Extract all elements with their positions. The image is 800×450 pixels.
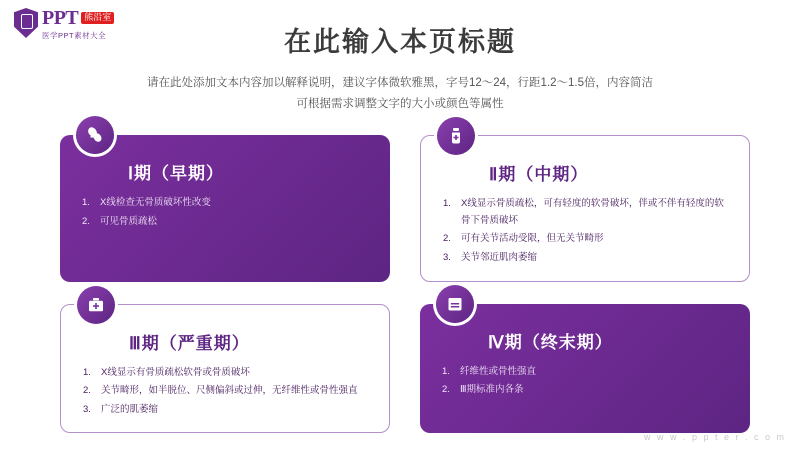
shield-icon xyxy=(14,8,38,38)
list-item: 1. X线检查无骨质破坏性改变 xyxy=(82,197,211,208)
list-item: 2. Ⅲ期标准内各条 xyxy=(442,384,524,396)
stage-card-3[interactable] xyxy=(60,304,390,434)
stage-card-2-list xyxy=(443,196,733,267)
list-item: 1. X线显示有骨质疏松软骨或骨质破坏 xyxy=(83,366,250,378)
stage-card-2-title: Ⅱ期（中期） xyxy=(489,165,589,184)
stage-card-4-list xyxy=(442,364,734,399)
page-subtitle xyxy=(0,73,800,116)
subtitle-line-1: 请在此处添加文本内容加以解释说明，建议字体微软雅黑，字号12～24，行距1.2～1.5倍，内容简洁 xyxy=(146,77,654,89)
list-item: 2. 可有关节活动受限，但无关节畸形 xyxy=(443,233,604,245)
logo-main-text: PPT xyxy=(42,7,79,29)
bottle-icon xyxy=(437,117,475,155)
list-item: 2. 可见骨质疏松 xyxy=(82,215,158,227)
subtitle-line-2: 可根据需求调整文字的大小或颜色等属性 xyxy=(296,98,504,111)
firstaid-icon xyxy=(77,286,115,324)
stage-card-3-title: Ⅲ期（严重期） xyxy=(129,333,250,353)
logo-badge: 熊沿室 xyxy=(81,12,114,24)
list-item: 1. X线显示骨质疏松，可有轻度的软骨破坏，伴或不伴有轻度的软骨下骨质破坏 xyxy=(443,198,724,226)
capsule-icon xyxy=(76,116,114,154)
list-item: 2. 关节畸形，如半脱位、尺侧偏斜或过伸，无纤维性或骨性强直 xyxy=(83,385,358,397)
list-item: 3. 广泛的肌萎缩 xyxy=(83,403,159,415)
page-title: 在此输入本页标题 xyxy=(284,27,516,57)
stage-card-1-title: Ⅰ期（早期） xyxy=(128,164,225,183)
stage-card-3-list xyxy=(83,365,373,419)
list-item: 3. 关节邻近肌肉萎缩 xyxy=(443,251,538,263)
stage-card-1[interactable] xyxy=(60,135,390,282)
stage-card-4-title: Ⅳ期（终末期） xyxy=(488,332,613,352)
list-item: 1. 纤维性或骨性强直 xyxy=(442,365,537,377)
logo-subtitle: 医学PPT素材大全 xyxy=(42,31,107,40)
stage-card-2[interactable] xyxy=(420,135,750,282)
stage-card-1-list xyxy=(82,195,374,230)
stage-card-4[interactable] xyxy=(420,304,750,434)
brand-logo xyxy=(14,8,114,41)
stage-cards-grid xyxy=(60,135,750,433)
watermark: w w w . p p t e r . c o m xyxy=(643,432,786,442)
calendar-icon xyxy=(436,285,474,323)
